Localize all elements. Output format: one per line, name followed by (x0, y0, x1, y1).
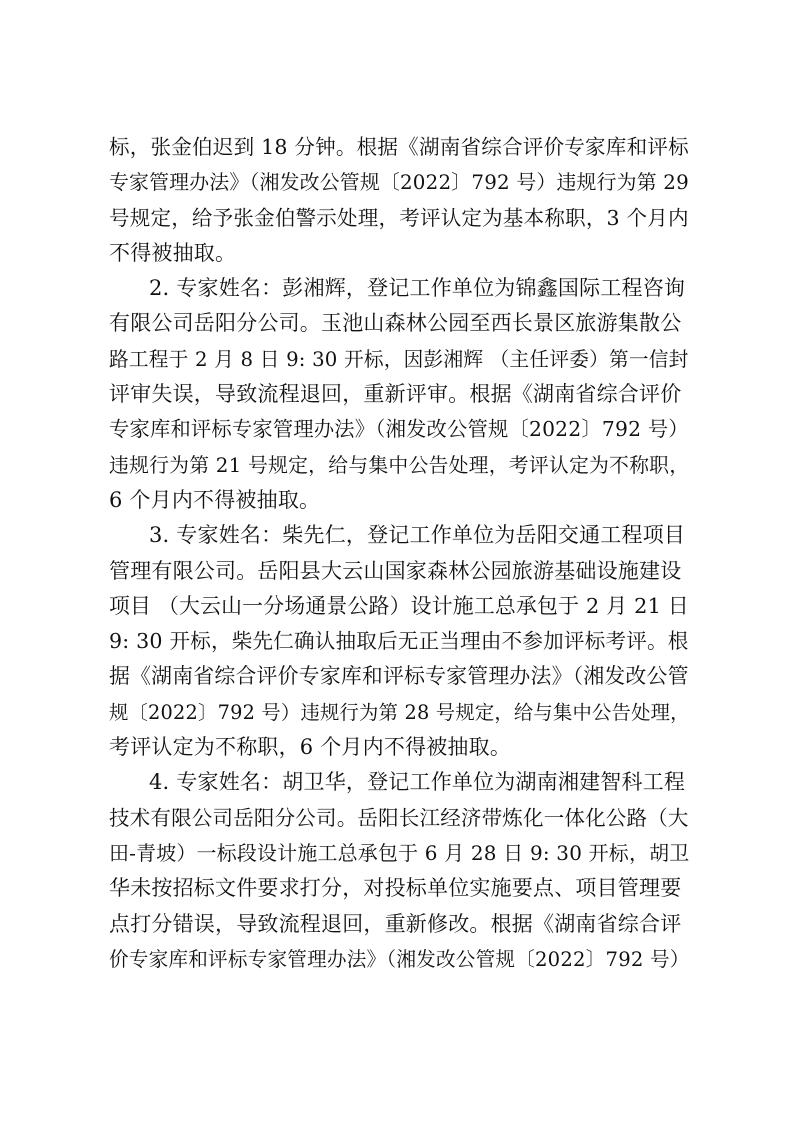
body-text-line: 价专家库和评标专家管理办法》（湘发改公管规〔2022〕792 号） (109, 947, 690, 971)
body-text-line: 9: 30 开标，柴先仁确认抽取后无正当理由不参加评标考评。根 (109, 629, 689, 654)
body-text-line: 管理有限公司。岳阳县大云山国家森林公园旅游基础设施建设 (109, 558, 682, 583)
body-text-line: 评审失误，导致流程退回，重新评审。根据《湖南省综合评价 (109, 382, 682, 407)
body-text-line: 据《湖南省综合评价专家库和评标专家管理办法》（湘发改公管 (109, 664, 689, 689)
document-body (109, 130, 689, 977)
body-text-line: 规〔2022〕792 号）违规行为第 28 号规定，给与集中公告处理， (109, 700, 690, 724)
body-text-line: 6 个月内不得被抽取。 (109, 487, 321, 512)
body-text-line: 点打分错误，导致流程退回，重新修改。根据《湖南省综合评 (109, 911, 682, 936)
body-text-line: 标，张金伯迟到 18 分钟。根据《湖南省综合评价专家库和评标 (109, 135, 689, 159)
body-text-line: 违规行为第 21 号规定，给与集中公告处理，考评认定为不称职， (109, 453, 690, 477)
body-text-line: 3. 专家姓名：柴先仁，登记工作单位为岳阳交通工程项目 (149, 523, 686, 548)
body-text-line: 项目 （大云山一分场通景公路）设计施工总承包于 2 月 21 日 (109, 593, 689, 618)
body-text-line: 路工程于 2 月 8 日 9: 30 开标，因彭湘辉 （主任评委）第一信封 (109, 347, 689, 371)
body-text-line: 2. 专家姓名：彭湘辉，登记工作单位为锦鑫国际工程咨询 (149, 276, 686, 301)
body-text-line: 华未按招标文件要求打分，对投标单位实施要点、项目管理要 (109, 876, 682, 901)
body-text-line: 有限公司岳阳分公司。玉池山森林公园至西长景区旅游集散公 (109, 311, 682, 336)
body-text-line: 专家库和评标专家管理办法》（湘发改公管规〔2022〕792 号） (109, 417, 689, 442)
body-text-line: 号规定，给予张金伯警示处理，考评认定为基本称职，3 个月内 (109, 205, 689, 230)
body-text-line: 不得被抽取。 (109, 240, 237, 265)
body-text-line: 田-青坡）一标段设计施工总承包于 6 月 28 日 9: 30 开标，胡卫 (109, 840, 690, 865)
body-text-line: 4. 专家姓名：胡卫华，登记工作单位为湖南湘建智科工程 (149, 770, 686, 795)
body-text-line: 技术有限公司岳阳分公司。岳阳长江经济带炼化一体化公路（大 (109, 805, 689, 830)
body-text-line: 考评认定为不称职，6 个月内不得被抽取。 (109, 735, 512, 760)
body-text-line: 专家管理办法》（湘发改公管规〔2022〕792 号）违规行为第 29 (109, 171, 689, 195)
